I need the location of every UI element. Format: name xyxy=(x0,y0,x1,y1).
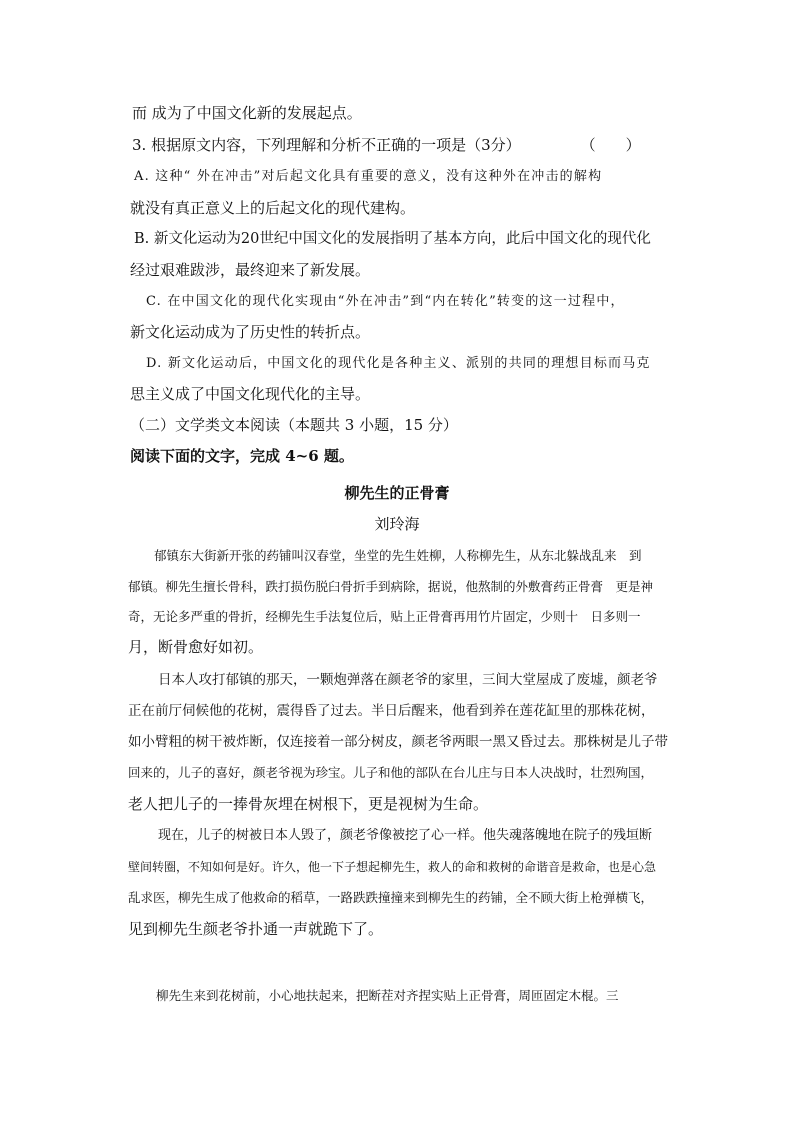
option-b-line-2: 经过艰难跋涉，最终迎来了新发展。 xyxy=(130,261,371,279)
option-a-line-2: 就没有真正意义上的后起文化的现代建构。 xyxy=(130,199,416,217)
text-line: 而 成为了中国文化新的发展起点。 xyxy=(132,104,362,122)
story-title: 柳先生的正骨膏 xyxy=(344,484,450,502)
option-b-line-1: B. 新文化运动为20世纪中国文化的发展指明了基本方向，此后中国文化的现代化 xyxy=(134,231,651,247)
paragraph-3-line: 现在，儿子的树被日本人毁了，颜老爷像被挖了心一样。他失魂落魄地在院子的残垣断 xyxy=(158,828,653,843)
paragraph-2-line: 回来的，儿子的喜好，颜老爷视为珍宝。儿子和他的部队在台儿庄与日本人决战时，壮烈殉国， xyxy=(128,765,654,780)
paragraph-2-line: 如小臂粗的树干被炸断，仅连接着一部分树皮，颜老爷两眼一黑又昏过去。那株树是儿子带 xyxy=(128,734,668,750)
reading-instruction: 阅读下面的文字，完成 4~6 题。 xyxy=(130,447,354,465)
paragraph-3-line: 乱求医，柳先生成了他救命的稻草，一路跌跌撞撞来到柳先生的药铺，全不顾大街上枪弹横飞， xyxy=(128,890,654,905)
paragraph-2-line: 日本人攻打郁镇的那天，一颗炮弹落在颜老爷的家里，三间大堂屋成了废墟，颜老爷 xyxy=(158,672,658,688)
paragraph-2-line: 老人把儿子的一捧骨灰埋在树根下，更是视树为生命。 xyxy=(128,795,489,813)
paragraph-1-line: 郁镇。柳先生擅长骨科，跌打损伤脱臼骨折手到病除，据说，他熬制的外敷膏药正骨膏 更是神 xyxy=(128,579,654,594)
paragraph-3-line: 见到柳先生颜老爷扑通一声就跪下了。 xyxy=(128,920,384,938)
option-a-line-1: A. 这种“ 外在冲击”对后起文化具有重要的意义，没有这种外在冲击的解构 xyxy=(134,169,603,184)
paragraph-2-line: 正在前厅伺候他的花树，震得昏了过去。半日后醒来，他看到养在莲花缸里的那株花树， xyxy=(128,703,655,719)
story-author: 刘玲海 xyxy=(374,515,420,533)
paragraph-1-line: 月，断骨愈好如初。 xyxy=(128,638,264,656)
option-c-line-1: C. 在中国文化的现代化实现由“外在冲击”到“内在转化”转变的这一过程中， xyxy=(146,294,625,309)
answer-blank: （ ） xyxy=(580,136,641,154)
option-d-line-2: 思主义成了中国文化现代化的主导。 xyxy=(130,385,371,403)
option-c-line-2: 新文化运动成为了历史性的转折点。 xyxy=(130,323,371,341)
section-heading: （二）文学类文本阅读（本题共 3 小题，15 分） xyxy=(130,416,458,434)
option-d-line-1: D. 新文化运动后，中国文化的现代化是各种主义、派别的共同的理想目标而马克 xyxy=(146,356,651,371)
question-text: 3. 根据原文内容，下列理解和分析不正确的一项是（3分） xyxy=(132,136,521,154)
paragraph-3-line: 壁间转圈，不知如何是好。许久，他一下子想起柳先生，救人的命和救树的命谐音是救命，也是心急 xyxy=(128,860,657,874)
question-3-stem xyxy=(132,135,641,155)
paragraph-1-line: 奇，无论多严重的骨折，经柳先生手法复位后，贴上正骨膏再用竹片固定，少则十 日多则一 xyxy=(128,609,641,624)
paragraph-1-line: 郁镇东大街新开张的药铺叫汉春堂，坐堂的先生姓柳，人称柳先生，从东北躲战乱来 到 xyxy=(154,548,642,563)
paragraph-4-line: 柳先生来到花树前，小心地扶起来，把断茬对齐捏实贴上正骨膏，周匝固定木棍。三 xyxy=(156,988,619,1003)
